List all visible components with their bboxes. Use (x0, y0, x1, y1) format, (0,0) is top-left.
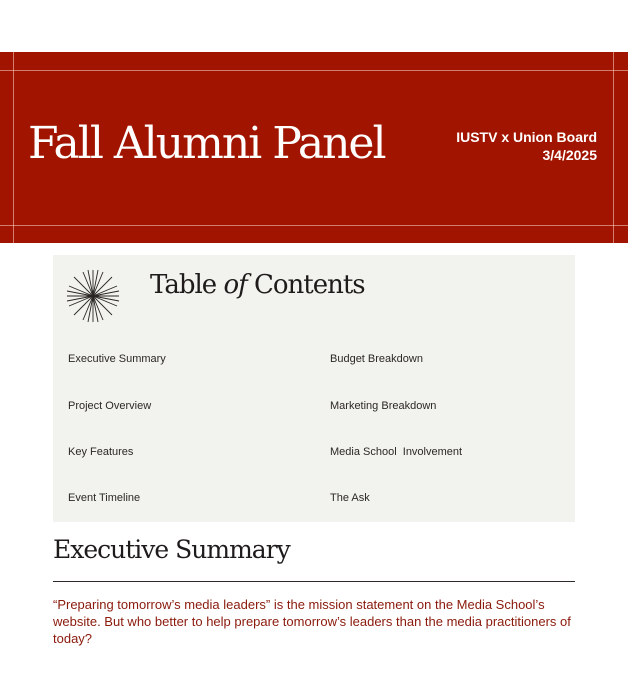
toc-item-budget-breakdown[interactable]: Budget Breakdown (330, 353, 423, 365)
header-meta (456, 128, 597, 164)
starburst-icon (66, 269, 120, 323)
toc-item-project-overview[interactable]: Project Overview (68, 400, 152, 412)
document-title: Fall Alumni Panel (28, 118, 385, 169)
frame-line (613, 52, 614, 243)
toc-heading-part: Contents (253, 270, 365, 300)
toc-heading-part: Table (150, 270, 217, 300)
section-divider (53, 581, 575, 582)
organization-label: IUSTV x Union Board (456, 129, 597, 145)
toc-item-the-ask[interactable]: The Ask (330, 492, 370, 504)
section-heading-executive-summary: Executive Summary (53, 535, 290, 564)
toc-item-executive-summary[interactable]: Executive Summary (68, 353, 166, 365)
frame-line (0, 225, 628, 226)
header-banner (0, 52, 628, 243)
table-of-contents (53, 255, 575, 522)
toc-item-marketing-breakdown[interactable]: Marketing Breakdown (330, 400, 437, 412)
frame-line (13, 52, 14, 243)
date-label: 3/4/2025 (542, 147, 597, 163)
toc-item-media-school-involvement[interactable]: Media School Involvement (330, 446, 463, 458)
toc-heading-italic: of (223, 270, 247, 300)
frame-line (0, 70, 628, 71)
toc-item-key-features[interactable]: Key Features (68, 446, 134, 458)
executive-summary-paragraph: “Preparing tomorrow’s media leaders” is the mission statement on the Media School’s website. But who better to help prepare tomorrow’s leaders than the media practitioners of today? (53, 597, 571, 646)
toc-item-event-timeline[interactable]: Event Timeline (68, 492, 141, 504)
toc-heading (150, 270, 365, 300)
